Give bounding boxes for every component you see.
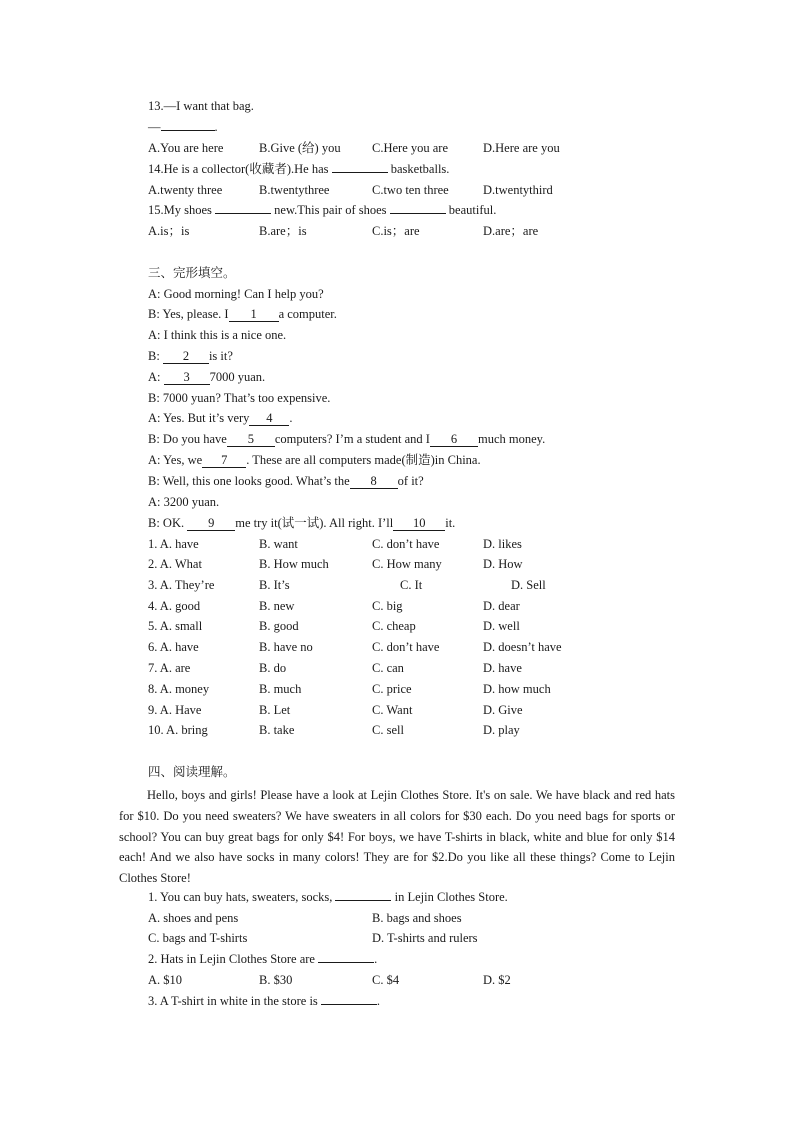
choice-1-a: 1. A. have [148,537,199,551]
choice-8-b: B. much [259,682,302,696]
choice-5-c: C. cheap [372,619,416,633]
dialogue-line-7: A: Yes. But it’s very 4 . [148,411,293,425]
q15-option-a: A.is；is [148,224,190,238]
choice-4-c: C. big [372,599,403,613]
choice-4-d: D. dear [483,599,520,613]
choice-6-d: D. doesn’t have [483,640,562,654]
choice-3-a: 3. A. They’re [148,578,215,592]
choice-6-c: C. don’t have [372,640,440,654]
dialogue-line-4: B: 2 is it? [148,349,233,363]
choice-10-a: 10. A. bring [148,723,208,737]
q14-option-b: B.twentythree [259,183,330,197]
choice-2-d: D. How [483,557,523,571]
reading-q1-option-a: A. shoes and pens [148,911,239,925]
dialogue-line-1: A: Good morning! Can I help you? [148,287,324,301]
choice-2-c: C. How many [372,557,442,571]
choice-10-d: D. play [483,723,520,737]
q14-option-d: D.twentythird [483,183,553,197]
choice-1-d: D. likes [483,537,522,551]
q13-answer-line [148,119,218,135]
q13-option-c: C.Here you are [372,141,449,155]
choice-5-d: D. well [483,619,520,633]
choice-4-b: B. new [259,599,295,613]
q15-option-c: C.is；are [372,224,420,238]
choice-7-b: B. do [259,661,287,675]
reading-q2: 2. Hats in Lejin Clothes Store are . [148,952,378,966]
choice-5-a: 5. A. small [148,619,203,633]
cloze-blank-4[interactable]: 4 [249,412,289,426]
choice-7-d: D. have [483,661,522,675]
reading-q2-option-d: D. $2 [483,973,511,987]
choice-7-a: 7. A. are [148,661,191,675]
q13-dash: — [148,120,161,134]
reading-q3-blank[interactable] [321,1004,377,1005]
q13-blank[interactable] [161,130,215,131]
choice-9-a: 9. A. Have [148,703,202,717]
choice-10-b: B. take [259,723,295,737]
choice-3-b: B. It’s [259,578,290,592]
reading-q2-option-c: C. $4 [372,973,400,987]
reading-q1-option-c: C. bags and T-shirts [148,931,248,945]
choice-9-c: C. Want [372,703,413,717]
cloze-blank-8[interactable]: 8 [350,475,398,489]
cloze-blank-7[interactable]: 7 [202,454,246,468]
choice-5-b: B. good [259,619,299,633]
choice-9-d: D. Give [483,703,523,717]
cloze-blank-5[interactable]: 5 [227,433,275,447]
dialogue-line-5: A: 3 7000 yuan. [148,370,266,384]
dialogue-line-12: B: OK. 9 me try it(试一试). All right. I’ll 10 it. [148,516,456,530]
reading-passage: Hello, boys and girls! Please have a look at Lejin Clothes Store. It's on sale. We have black and red hats for $10. Do you need sweaters? We have sweaters in all colors for $30 each. Do you need bags for sports or school? You can buy great bags for only $4! For boys, we have T-shirts in black, white and blue for only $14 each! And we also have socks in many colors! They are for $2.Do you like all these things? Come to Lejin Clothes Store! [119,788,675,886]
dialogue-line-8: B: Do you have 5 computers? I’m a student and I 6 much money. [148,432,546,446]
q13-option-b: B.Give (给) you [259,141,341,155]
choice-2-a: 2. A. What [148,557,202,571]
q13-period: . [214,120,218,134]
choice-1-b: B. want [259,537,298,551]
q14-blank[interactable] [332,172,388,173]
cloze-blank-1[interactable]: 1 [229,308,279,322]
reading-q1: 1. You can buy hats, sweaters, socks, in Lejin Clothes Store. [148,890,508,904]
reading-q2-blank[interactable] [318,962,374,963]
q14-stem: 14.He is a collector(收藏者).He has basketballs. [148,162,450,176]
dialogue-line-2: B: Yes, please. I 1 a computer. [148,307,337,321]
choice-2-b: B. How much [259,557,329,571]
choice-4-a: 4. A. good [148,599,201,613]
choice-3-d: D. Sell [511,578,546,592]
choice-8-a: 8. A. money [148,682,210,696]
cloze-blank-9[interactable]: 9 [187,517,235,531]
q13-option-a: A.You are here [148,141,224,155]
cloze-blank-6[interactable]: 6 [430,433,478,447]
section3-title: 三、完形填空。 [148,266,236,280]
choice-9-b: B. Let [259,703,291,717]
reading-q1-blank[interactable] [335,900,391,901]
choice-6-b: B. have no [259,640,313,654]
choice-10-c: C. sell [372,723,404,737]
q15-stem: 15.My shoes new.This pair of shoes beautiful. [148,203,497,217]
dialogue-line-10: B: Well, this one looks good. What’s the 8 of it? [148,474,424,488]
q15-blank-2[interactable] [390,213,446,214]
q13-stem: 13.—I want that bag. [148,99,254,113]
choice-7-c: C. can [372,661,404,675]
q14-option-a: A.twenty three [148,183,223,197]
reading-q3: 3. A T-shirt in white in the store is . [148,994,381,1008]
choice-8-d: D. how much [483,682,551,696]
dialogue-line-6: B: 7000 yuan? That’s too expensive. [148,391,331,405]
dialogue-line-3: A: I think this is a nice one. [148,328,287,342]
section4-title: 四、阅读理解。 [148,765,236,779]
q15-blank-1[interactable] [215,213,271,214]
choice-1-c: C. don’t have [372,537,440,551]
dialogue-line-9: A: Yes, we 7 . These are all computers made(制造)in China. [148,453,481,467]
cloze-blank-10[interactable]: 10 [393,517,445,531]
reading-q2-option-b: B. $30 [259,973,293,987]
cloze-blank-2[interactable]: 2 [163,350,209,364]
reading-q1-option-b: B. bags and shoes [372,911,462,925]
dialogue-line-11: A: 3200 yuan. [148,495,220,509]
cloze-blank-3[interactable]: 3 [164,371,210,385]
reading-q2-option-a: A. $10 [148,973,183,987]
choice-3-c: C. It [400,578,423,592]
reading-q1-option-d: D. T-shirts and rulers [372,931,478,945]
q13-option-d: D.Here are you [483,141,560,155]
q14-option-c: C.two ten three [372,183,449,197]
choice-6-a: 6. A. have [148,640,199,654]
choice-8-c: C. price [372,682,412,696]
q15-option-b: B.are；is [259,224,307,238]
q15-option-d: D.are；are [483,224,539,238]
